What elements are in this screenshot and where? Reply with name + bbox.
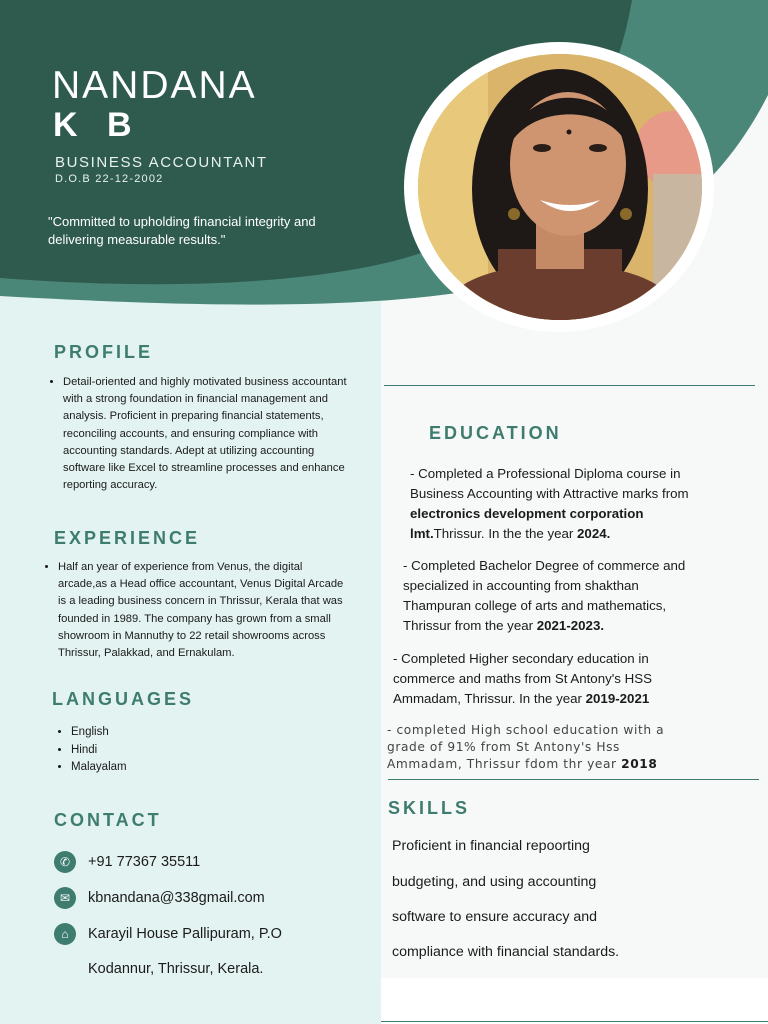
address-line-1: Karayil House Pallipuram, P.O	[88, 926, 282, 942]
contact-heading: CONTACT	[54, 810, 162, 830]
profile-list	[47, 374, 358, 494]
education-heading: EDUCATION	[429, 423, 562, 443]
job-title: BUSINESS ACCOUNTANT	[55, 154, 268, 171]
education-institution: electronics development corporation lmt.	[410, 506, 644, 541]
profile-text: • Detail-oriented and highly motivated business accountant with a strong foundation in financial management and analysis. Proficient in preparing financial statements, reconciling accounts, and ensuring compliance with accounting standards. Adept at utilizing accounting software like Excel to streamline processes and enhance reporting accuracy.	[63, 374, 358, 494]
address-line-2: Kodannur, Thrissur, Kerala.	[88, 961, 264, 977]
experience-heading: EXPERIENCE	[54, 528, 201, 548]
divider	[388, 779, 759, 780]
experience-list	[42, 559, 348, 662]
language-item: • Hindi	[71, 742, 127, 760]
education-item-2	[403, 556, 703, 636]
footer-panel	[381, 978, 768, 1024]
education-year: 2024.	[577, 526, 611, 541]
contact-email-row	[54, 887, 265, 909]
education-year: 2018	[621, 757, 658, 771]
first-name: NANDANA	[52, 64, 257, 107]
education-year: 2021-2023.	[536, 618, 605, 633]
education-text: Thrissur. In the the year	[433, 526, 578, 541]
contact-address-row	[54, 923, 282, 945]
skills-line: Proficient in financial repoorting	[392, 838, 590, 854]
contact-phone-row	[54, 851, 200, 873]
phone-number[interactable]: +91 77367 35511	[88, 854, 201, 870]
skills-line: compliance with financial standards.	[392, 944, 620, 960]
home-icon: ⌂	[54, 923, 76, 945]
quote: "Committed to upholding financial integrity and delivering measurable results."	[48, 214, 316, 247]
skills-line: budgeting, and using accounting	[392, 874, 597, 890]
languages-list	[55, 724, 127, 777]
mail-icon: ✉	[54, 887, 76, 909]
education-text: - Completed a Professional Diploma course in Business Accounting with Attractive marks from	[410, 466, 689, 501]
languages-heading: LANGUAGES	[52, 689, 195, 709]
last-name: K B	[53, 106, 142, 144]
email-address[interactable]: kbnandana@338gmail.com	[88, 890, 265, 906]
education-text: - Completed Bachelor Degree of commerce and specialized in accounting from shakthan Thampuran college of arts and mathematics, Thrissur from the year	[403, 558, 686, 633]
profile-heading: PROFILE	[54, 342, 154, 362]
skills-line: software to ensure accuracy and	[392, 909, 598, 925]
education-text: - completed High school education with a grade of 91% from St Antony's Hss Ammadam, Thrissur fdom thr year	[387, 723, 665, 771]
profile-photo	[418, 54, 702, 320]
education-text: - Completed Higher secondary education in commerce and maths from St Antony's HSS Ammadam, Thrissur. In the year	[393, 651, 652, 706]
language-item: • Malayalam	[71, 759, 127, 777]
education-year: 2019-2021	[585, 691, 650, 706]
skills-heading: SKILLS	[388, 798, 471, 818]
education-item-4	[387, 722, 692, 773]
education-item-3	[393, 649, 688, 709]
experience-text: • Half an year of experience from Venus, the digital arcade,as a Head office accountant, Venus Digital Arcade is a leading business concern in Thrissur, Kerala that was founded in 1989. The company has grown from a small showroom in Mannuthy to 22 retail showrooms across Thrissur, Palakkad, and Ernakulam.	[58, 559, 348, 662]
divider	[381, 1021, 768, 1022]
language-item: • English	[71, 724, 127, 742]
education-item-1	[410, 464, 710, 544]
phone-icon: ✆	[54, 851, 76, 873]
divider	[384, 385, 755, 386]
date-of-birth: D.O.B 22-12-2002	[55, 173, 164, 185]
